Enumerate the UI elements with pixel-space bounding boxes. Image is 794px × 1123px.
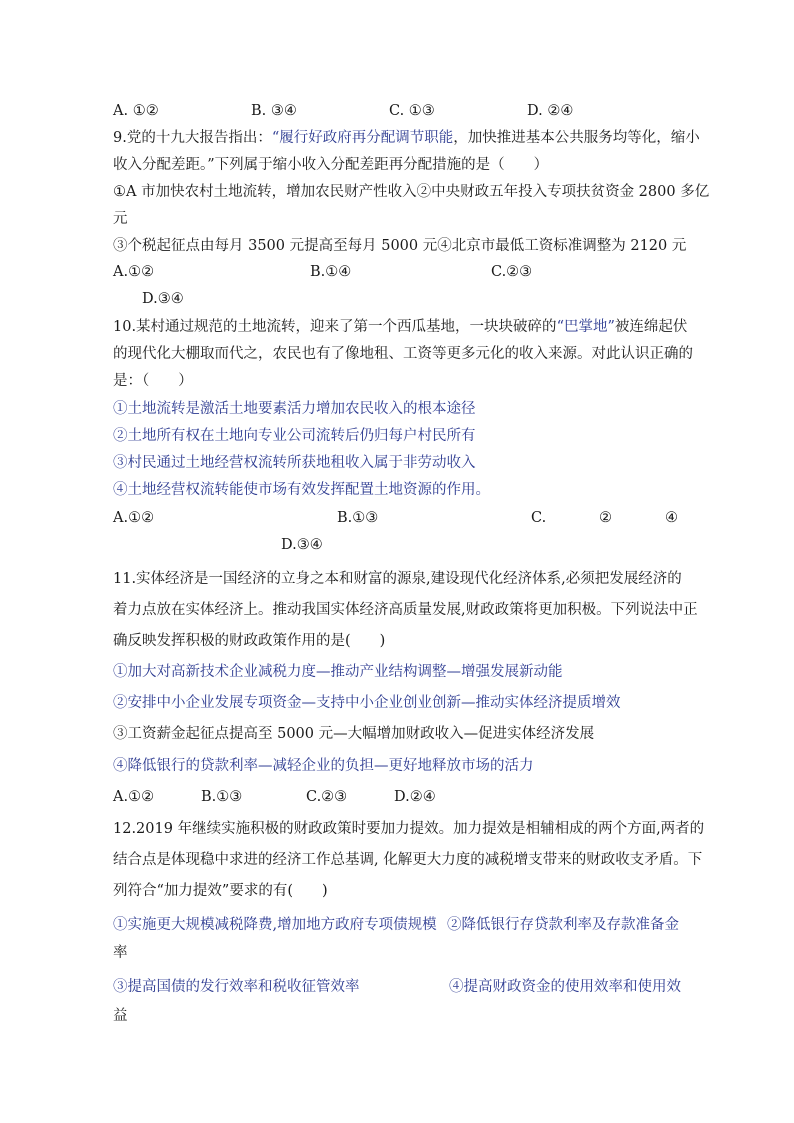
q12-statement-4: ④提高财政资金的使用效率和使用效 — [449, 979, 681, 995]
q11-option-b[interactable]: B.①③ — [201, 789, 243, 805]
q11-option-a[interactable]: A.①② — [113, 789, 155, 805]
q11-statement-4: ④降低银行的贷款利率—减轻企业的负担—更好地释放市场的活力 — [113, 758, 534, 774]
q12-statement-1: ①实施更大规模减税降费,增加地方政府专项债规模 — [113, 917, 437, 933]
q10-statement-1: ①土地流转是激活土地要素活力增加农民收入的根本途径 — [113, 401, 476, 417]
q10-option-c[interactable]: C. — [531, 510, 547, 526]
q12-stem-line2: 结合点是体现稳中求进的经济工作总基调, 化解更大力度的减税增支带来的财政收支矛盾。下 — [113, 852, 703, 868]
q12-stem-line3: 列符合“加力提效”要求的有( ) — [113, 883, 328, 899]
q9-option-b[interactable]: B.①④ — [310, 264, 352, 280]
q11-stem-line1: 11.实体经济是一国经济的立身之本和财富的源泉,建设现代化经济体系,必须把发展经济的 — [113, 571, 682, 587]
q12-statement-3: ③提高国债的发行效率和税收征管效率 — [113, 979, 360, 995]
q10-option-d[interactable]: D.③④ — [281, 537, 323, 553]
option-b[interactable]: B. ③④ — [251, 103, 297, 119]
q9-statement-line3: ③个税起征点由每月 3500 元提高至每月 5000 元④北京市最低工资标准调整为 2120 元 — [113, 238, 687, 254]
q10-stem-part2: 被连绵起伏 — [614, 319, 688, 335]
q10-statement-3: ③村民通过土地经营权流转所获地租收入属于非劳动收入 — [113, 455, 476, 471]
q9-statement-line2: 元 — [113, 211, 128, 227]
q11-option-c[interactable]: C.②③ — [306, 789, 348, 805]
q9-option-c[interactable]: C.②③ — [491, 264, 533, 280]
q11-option-d[interactable]: D.②④ — [394, 789, 436, 805]
q9-stem-line1 — [113, 129, 700, 147]
q9-stem-line2: 收入分配差距。”下列属于缩小收入分配差距再分配措施的是（ ） — [113, 157, 549, 173]
option-c[interactable]: C. ①③ — [389, 103, 435, 119]
q11-statement-1: ①加大对高新技术企业减税力度—推动产业结构调整—增强发展新动能 — [113, 664, 563, 680]
q10-option-b[interactable]: B.①③ — [337, 510, 379, 526]
q9-stem-quote: “履行好政府再分配调节职能 — [271, 130, 454, 146]
q12-stem-line1: 12.2019 年继续实施积极的财政政策时要加力提效。加力提效是相辅相成的两个方面,两者的 — [113, 821, 705, 837]
q9-option-d[interactable]: D.③④ — [142, 291, 184, 307]
option-a[interactable]: A. ①② — [113, 103, 159, 119]
q10-stem-line2: 的现代化大棚取而代之，农民也有了像地租、工资等更多元化的收入来源。对此认识正确的 — [113, 346, 693, 362]
q11-stem-line2: 着力点放在实体经济上。推动我国实体经济高质量发展,财政政策将更加积极。下列说法中正 — [113, 602, 698, 618]
q9-statement-line1: ①A 市加快农村土地流转，增加农民财产性收入②中央财政五年投入专项扶贫资金 2800 多亿 — [113, 184, 710, 200]
q12-statement-2-cont: 率 — [113, 945, 128, 961]
q12-statement-4-cont: 益 — [113, 1008, 128, 1024]
q10-option-c-item2: ④ — [665, 510, 678, 526]
q10-statement-4: ④土地经营权流转能使市场有效发挥配置土地资源的作用。 — [113, 482, 490, 498]
q11-statement-2: ②安排中小企业发展专项资金—支持中小企业创业创新—推动实体经济提质增效 — [113, 695, 621, 711]
q10-option-c-item1: ② — [599, 510, 612, 526]
q10-statement-2: ②土地所有权在土地向专业公司流转后仍归每户村民所有 — [113, 428, 476, 444]
q10-stem-line3: 是：（ ） — [113, 373, 193, 389]
q9-option-a[interactable]: A.①② — [113, 264, 155, 280]
q12-statement-2: ②降低银行存贷款利率及存款准备金 — [447, 917, 679, 933]
q10-stem-quote: “巴掌地” — [556, 319, 615, 335]
q10-stem-part1: 10.某村通过规范的土地流转，迎来了第一个西瓜基地，一块块破碎的 — [113, 319, 557, 335]
q10-option-a[interactable]: A.①② — [113, 510, 155, 526]
option-d[interactable]: D. ②④ — [527, 103, 574, 119]
q11-statement-3: ③工资薪金起征点提高至 5000 元—大幅增加财政收入—促进实体经济发展 — [113, 726, 595, 742]
q11-stem-line3: 确反映发挥积极的财政政策作用的是( ) — [113, 633, 386, 649]
q9-stem-part2: ，加快推进基本公共服务均等化，缩小 — [453, 130, 700, 146]
q10-stem-line1 — [113, 318, 687, 336]
q9-stem-part1: 9.党的十九大报告指出： — [113, 130, 272, 146]
